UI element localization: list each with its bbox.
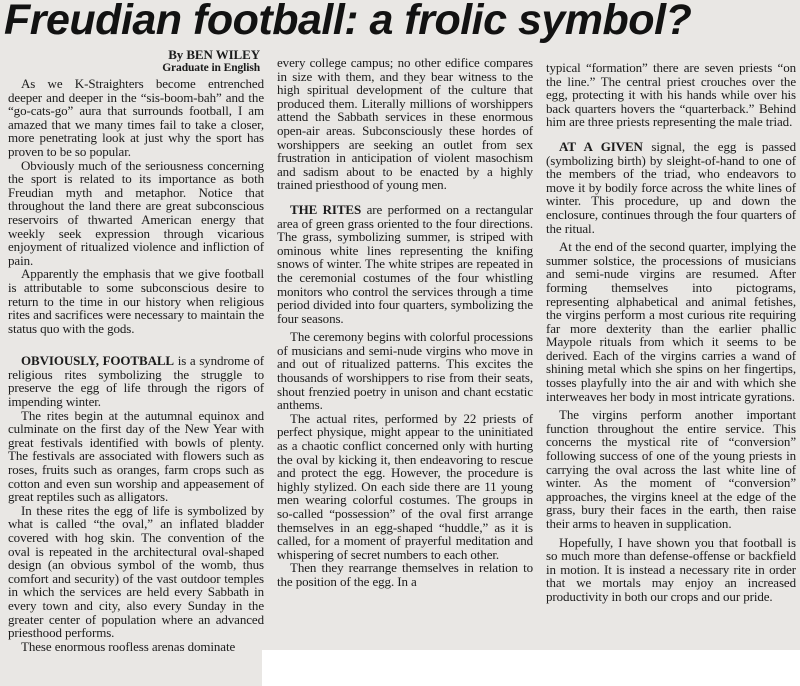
article-paragraph: As we K-Straighters become entrenched deeper and deeper in the “sis-boom-bah” and the “go-cats-go” aura that surrounds football, I am amazed that we many times fail to take a closer, more penetrating look at just why the sport has proven to be so popular.	[8, 76, 264, 159]
byline-title: Graduate in English	[162, 62, 260, 74]
article-paragraph: Then they rearrange themselves in relation to the position of the egg. In a	[277, 560, 533, 589]
byline-author: By BEN WILEY	[168, 47, 260, 62]
article-column-3	[546, 61, 796, 604]
byline	[8, 48, 264, 74]
article-paragraph: In these rites the egg of life is symbolized by what is called “the oval,” an inflated bladder covered with hog skin. The convention of the oval is repeated in the architectural oval-shaped design (an obvious symbol of the womb, thus comfort and security) of the vast outdoor temples in which the services are held every Sabbath in every town and city, also every Sunday in the greater center of population where an advanced priesthood performs.	[8, 502, 264, 641]
article-paragraph: Obviously much of the seriousness concerning the sport is related to its importance as both Freudian myth and metaphor. Notice that throughout the land there are great subconscious reservoirs of thwarted American energy that weekly seek expression through vicarious enjoyment of ritualized violence and infliction of pain.	[8, 157, 264, 268]
page-margin	[262, 650, 800, 686]
article-column-2	[277, 56, 533, 589]
article-paragraph: typical “formation” there are seven priests “on the line.” The central priest crouches over the egg, protecting it with his hands while over his back quarters hovers the “quarterback.” Behind him are three priests representing the male triad.	[546, 60, 796, 130]
article-paragraph: At the end of the second quarter, implying the summer solstice, the processions of musicians and semi-nude virgins are resumed. After forming themselves into pictograms, representing alphabetical and animal fetishes, the virgins perform a most curious rite requiring far more dexterity than the earlier phallic Maypole rituals from which it seems to be derived. Each of the virgins carries a wand of shining metal which she spins on her fingertips, tosses playfully into the air and with which she interweaves her body in most intricate gyrations.	[546, 239, 796, 404]
paragraph-lead: OBVIOUSLY, FOOTBALL	[21, 353, 175, 369]
article-paragraph: AT A GIVEN signal, the egg is passed (symbolizing birth) by sleight-of-hand to one of the members of the triad, who endeavors to move it by bodily force across the white lines of winter. This procedure, up and down the enclosure, continues through the four quarters of the ritual.	[546, 138, 796, 236]
article-headline: Freudian football: a frolic symbol?	[4, 0, 692, 44]
article-paragraph: Hopefully, I have shown you that football is so much more than defense-offense or backfield in motion. It is instead a necessary rite in order that we mortals may enjoy an increased productivity in both our crops and our pride.	[546, 534, 796, 604]
paragraph-lead: THE RITES	[290, 201, 362, 217]
article-paragraph: OBVIOUSLY, FOOTBALL is a syndrome of religious rites symbolizing the struggle to preserve the egg of life through the rigors of impending winter.	[8, 353, 264, 410]
article-column-1	[8, 48, 264, 653]
article-paragraph: The ceremony begins with colorful processions of musicians and semi-nude virgins who move in and out of ritualized patterns. This excites the thousands of worshippers to rise from their seats, shout frenzied poetry in unison and chant ecstatic anthems.	[277, 329, 533, 413]
article-paragraph: The actual rites, performed by 22 priests of perfect physique, might appear to the uninitiated as a chaotic conflict concerned only with hurting the oval by kicking it, then endeavoring to rescue and protect the egg. However, the procedure is highly stylized. On each side there are 11 young men wearing colorful costumes. The groups in so-called “possession” of the oval first arrange themselves in an egg-shaped “huddle,” as it is called, for a moment of prayerful meditation and whispering of secret numbers to each other.	[277, 410, 533, 562]
article-paragraph: Apparently the emphasis that we give football is attributable to some subconscious desire to return to the time in our history when religious rites and sacrifices were necessary to maintain the status quo with the gods.	[8, 266, 264, 336]
article-paragraph: The virgins perform another important function throughout the entire service. This concerns the mystical rite of “conversion” following success of one of the young priests in carrying the oval across the last white line of winter. As the moment of “conversion” approaches, the virgins kneel at the edge of the grass, bury their faces in the earth, then raise their arms to heaven in supplication.	[546, 407, 796, 531]
article-paragraph: every college campus; no other edifice compares in size with them, and they bear witness to the high spiritual development of the culture that produced them. Literally millions of worshippers attend the Sabbath services in these enormous open-air areas. Subconsciously these hordes of worshippers are seeking an outlet from sex frustration in anticipation of violent masochism and sadism about to be enacted by a highly trained priesthood of young men.	[277, 55, 533, 193]
article-paragraph: THE RITES are performed on a rectangular area of green grass oriented to the four directions. The grass, symbolizing summer, is striped with ominous white lines representing the knifing snows of winter. The white stripes are repeated in the ceremonial costumes of the four whistling monitors who control the services through a time period divided into four quarters, symbolizing the four seasons.	[277, 201, 533, 326]
article-paragraph: The rites begin at the autumnal equinox and culminate on the first day of the New Year with great festivals identified with bowls of plenty. The festivals are associated with flowers such as roses, fruits such as oranges, farm crops such as cotton and even sun worship and appeasement of great reptiles such as alligators.	[8, 407, 264, 505]
article-paragraph: These enormous roofless arenas dominate	[21, 638, 236, 654]
paragraph-lead: AT A GIVEN	[559, 138, 643, 154]
